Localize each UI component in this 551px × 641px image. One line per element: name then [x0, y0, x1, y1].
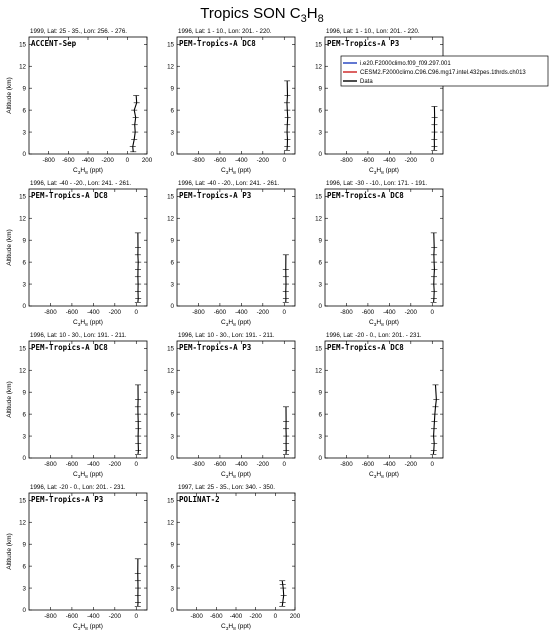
panel-10 — [6, 484, 147, 632]
y-tick-label: 3 — [22, 585, 26, 593]
campaign-label: PEM-Tropics-A DC8 — [327, 343, 404, 352]
campaign-label: POLINAT-2 — [179, 495, 220, 504]
x-axis-label: $C_3H_8$ (ppt) — [73, 167, 103, 176]
plot-frame — [29, 37, 147, 154]
x-tick-label: -600 — [213, 157, 227, 164]
campaign-label: PEM-Tropics-A P3 — [31, 495, 104, 504]
x-tick-label: 0 — [134, 309, 138, 316]
x-tick-label: -600 — [361, 157, 375, 164]
plot-frame — [29, 189, 147, 306]
y-tick-label: 12 — [167, 215, 174, 223]
y-tick-label: 12 — [167, 519, 174, 527]
y-tick-label: 0 — [318, 303, 322, 311]
y-tick-label: 3 — [170, 585, 174, 593]
y-tick-label: 3 — [22, 129, 26, 137]
x-tick-label: -200 — [256, 309, 270, 316]
x-axis-label: $C_3H_8$ (ppt) — [221, 471, 251, 480]
y-tick-label: 6 — [170, 107, 174, 115]
y-tick-label: 9 — [170, 237, 174, 245]
y-tick-label: 12 — [19, 367, 26, 375]
x-tick-label: -800 — [190, 613, 203, 620]
panel-7 — [6, 332, 147, 480]
x-tick-label: 0 — [430, 461, 434, 468]
series-line-data — [287, 81, 288, 150]
campaign-label: PEM-Tropics-A DC8 — [31, 191, 108, 200]
y-tick-label: 15 — [167, 345, 174, 353]
x-tick-label: -400 — [235, 461, 248, 468]
x-tick-label: -800 — [192, 157, 205, 164]
x-tick-label: -600 — [361, 461, 375, 468]
x-tick-label: -200 — [249, 613, 262, 620]
panel-header: 1996, Lat: -20 - 0., Lon: 201. - 231. — [30, 484, 126, 491]
y-tick-label: 12 — [315, 367, 322, 375]
campaign-label: PEM-Tropics-A DC8 — [179, 39, 256, 48]
y-tick-label: 0 — [170, 303, 174, 311]
x-tick-label: -200 — [108, 461, 122, 468]
panel-header: 1996, Lat: -40 - -20., Lon: 241. - 261. — [178, 180, 280, 187]
panel-header: 1996, Lat: 1 - 10., Lon: 201. - 220. — [326, 28, 420, 35]
y-tick-label: 12 — [19, 63, 26, 71]
y-tick-label: 12 — [19, 215, 26, 223]
x-tick-label: -800 — [44, 613, 57, 620]
y-axis-label: Altitude (km) — [6, 381, 13, 418]
y-tick-label: 15 — [315, 41, 322, 49]
legend-label: i.e20.F2000climo.f09_f09.297.001 — [360, 61, 451, 68]
series-line-data — [434, 233, 435, 302]
campaign-label: PEM-Tropics-A P3 — [327, 39, 400, 48]
y-tick-label: 3 — [170, 129, 174, 137]
y-tick-label: 0 — [318, 455, 322, 463]
y-tick-label: 12 — [315, 63, 322, 71]
y-tick-label: 6 — [22, 107, 26, 115]
x-tick-label: -400 — [87, 309, 100, 316]
y-tick-label: 9 — [170, 85, 174, 93]
x-tick-label: -200 — [108, 309, 122, 316]
panel-header: 1996, Lat: -40 - -20., Lon: 241. - 261. — [30, 180, 132, 187]
x-tick-label: -800 — [44, 461, 57, 468]
y-tick-label: 6 — [170, 259, 174, 267]
x-tick-label: -400 — [87, 613, 100, 620]
campaign-label: PEM-Tropics-A P3 — [179, 343, 252, 352]
y-axis-label: Altitude (km) — [6, 229, 13, 266]
y-tick-label: 9 — [318, 85, 322, 93]
x-tick-label: 0 — [282, 157, 286, 164]
panel-1 — [6, 28, 153, 176]
y-tick-label: 9 — [22, 389, 26, 397]
x-axis-label: $C_3H_8$ (ppt) — [221, 623, 251, 632]
y-tick-label: 12 — [167, 367, 174, 375]
series-line-data — [133, 96, 137, 152]
campaign-label: ACCENT-Sep — [31, 39, 77, 48]
y-tick-label: 15 — [19, 497, 26, 505]
x-axis-label: $C_3H_8$ (ppt) — [73, 319, 103, 328]
panel-header: 1996, Lat: -20 - 0., Lon: 201. - 231. — [326, 332, 422, 339]
panel-header: 1996, Lat: 1 - 10., Lon: 201. - 220. — [178, 28, 272, 35]
x-tick-label: 0 — [282, 309, 286, 316]
y-tick-label: 6 — [170, 411, 174, 419]
y-tick-label: 3 — [318, 433, 322, 441]
panel-6 — [315, 180, 443, 328]
legend-label: Data — [360, 79, 373, 86]
x-tick-label: 0 — [125, 157, 130, 164]
panel-3 — [315, 28, 443, 176]
plot-frame — [177, 493, 295, 610]
y-tick-label: 0 — [22, 151, 26, 159]
x-axis-label: $C_3H_8$ (ppt) — [221, 319, 251, 328]
panel-header: 1996, Lat: -30 - -10., Lon: 171. - 191. — [326, 180, 428, 187]
figure-title: Tropics SON $C_3H_8$ — [200, 5, 324, 25]
y-tick-label: 0 — [22, 455, 26, 463]
panel-5 — [167, 180, 295, 328]
x-axis-label: $C_3H_8$ (ppt) — [221, 167, 251, 176]
y-tick-label: 0 — [170, 607, 174, 615]
panel-8 — [167, 332, 295, 480]
x-axis-label: $C_3H_8$ (ppt) — [369, 167, 399, 176]
x-tick-label: -200 — [404, 309, 418, 316]
panel-4 — [6, 180, 147, 328]
y-tick-label: 9 — [170, 389, 174, 397]
x-tick-label: 0 — [273, 613, 278, 620]
y-tick-label: 3 — [170, 433, 174, 441]
legend — [341, 56, 548, 86]
y-tick-label: 0 — [22, 303, 26, 311]
series-line-data — [433, 385, 436, 454]
x-tick-label: -200 — [404, 157, 418, 164]
y-axis-label: Altitude (km) — [6, 77, 13, 114]
y-tick-label: 9 — [22, 85, 26, 93]
y-tick-label: 15 — [167, 497, 174, 505]
x-axis-label: $C_3H_8$ (ppt) — [73, 623, 103, 632]
y-axis-label: Altitude (km) — [6, 533, 13, 570]
x-tick-label: 0 — [282, 461, 286, 468]
x-tick-label: -200 — [108, 613, 122, 620]
y-tick-label: 0 — [170, 455, 174, 463]
y-tick-label: 15 — [315, 193, 322, 201]
x-axis-label: $C_3H_8$ (ppt) — [369, 319, 399, 328]
y-tick-label: 0 — [22, 607, 26, 615]
campaign-label: PEM-Tropics-A DC8 — [327, 191, 404, 200]
x-tick-label: -200 — [256, 157, 270, 164]
y-tick-label: 6 — [170, 563, 174, 571]
plot-frame — [177, 189, 295, 306]
y-tick-label: 6 — [318, 411, 322, 419]
x-tick-label: 0 — [134, 461, 138, 468]
y-tick-label: 15 — [19, 345, 26, 353]
y-tick-label: 0 — [170, 151, 174, 159]
x-axis-label: $C_3H_8$ (ppt) — [369, 471, 399, 480]
x-tick-label: 200 — [289, 613, 301, 620]
x-tick-label: -800 — [340, 309, 353, 316]
y-tick-label: 12 — [167, 63, 174, 71]
plot-frame — [177, 341, 295, 458]
x-tick-label: -400 — [383, 309, 396, 316]
x-tick-label: -600 — [213, 461, 227, 468]
x-tick-label: -600 — [65, 309, 79, 316]
x-tick-label: -400 — [383, 461, 396, 468]
x-tick-label: -600 — [62, 157, 75, 164]
y-tick-label: 15 — [167, 41, 174, 49]
campaign-label: PEM-Tropics-A P3 — [179, 191, 252, 200]
legend-label: CESM2.F2000climo.C96.C96.mg17.intel.432pes.1thrds.ch013 — [360, 70, 526, 77]
x-tick-label: -800 — [42, 157, 55, 164]
x-tick-label: 200 — [141, 157, 153, 164]
panel-2 — [167, 28, 295, 176]
x-tick-label: -200 — [404, 461, 418, 468]
plot-frame — [29, 341, 147, 458]
y-tick-label: 6 — [22, 411, 26, 419]
x-axis-label: $C_3H_8$ (ppt) — [73, 471, 103, 480]
x-tick-label: -800 — [44, 309, 57, 316]
x-tick-label: -400 — [81, 157, 95, 164]
panel-header: 1999, Lat: 25 - 35., Lon: 256. - 276. — [30, 28, 128, 35]
y-tick-label: 12 — [315, 215, 322, 223]
x-tick-label: -400 — [235, 157, 248, 164]
y-tick-label: 9 — [318, 237, 322, 245]
x-tick-label: -600 — [65, 461, 79, 468]
x-tick-label: -200 — [101, 157, 114, 164]
x-tick-label: -600 — [65, 613, 79, 620]
y-tick-label: 15 — [19, 193, 26, 201]
y-tick-label: 15 — [315, 345, 322, 353]
plot-frame — [325, 341, 443, 458]
y-tick-label: 15 — [167, 193, 174, 201]
x-tick-label: -600 — [213, 309, 227, 316]
x-tick-label: -400 — [235, 309, 248, 316]
y-tick-label: 9 — [22, 541, 26, 549]
y-tick-label: 0 — [318, 151, 322, 159]
x-tick-label: -400 — [87, 461, 100, 468]
x-tick-label: -600 — [361, 309, 375, 316]
plot-frame — [29, 493, 147, 610]
y-tick-label: 9 — [22, 237, 26, 245]
y-tick-label: 3 — [22, 281, 26, 289]
plot-frame — [325, 37, 443, 154]
y-tick-label: 12 — [19, 519, 26, 527]
x-tick-label: 0 — [430, 157, 434, 164]
series-line-data — [138, 385, 139, 454]
panel-11 — [167, 484, 301, 632]
x-tick-label: 0 — [134, 613, 138, 620]
y-tick-label: 9 — [170, 541, 174, 549]
y-tick-label: 15 — [19, 41, 26, 49]
y-tick-label: 3 — [318, 129, 322, 137]
panel-header: 1997, Lat: 25 - 35., Lon: 340. - 350. — [178, 484, 276, 491]
plot-frame — [177, 37, 295, 154]
panels-group — [6, 28, 443, 632]
y-tick-label: 3 — [22, 433, 26, 441]
y-tick-label: 9 — [318, 389, 322, 397]
x-tick-label: 0 — [430, 309, 434, 316]
panel-header: 1996, Lat: 10 - 30., Lon: 191. - 211. — [30, 332, 127, 339]
y-tick-label: 6 — [22, 259, 26, 267]
x-tick-label: -200 — [256, 461, 270, 468]
y-tick-label: 6 — [318, 107, 322, 115]
y-tick-label: 6 — [22, 563, 26, 571]
panel-header: 1996, Lat: 10 - 30., Lon: 191. - 211. — [178, 332, 275, 339]
y-tick-label: 6 — [318, 259, 322, 267]
x-tick-label: -800 — [192, 309, 205, 316]
y-tick-label: 3 — [318, 281, 322, 289]
y-tick-label: 3 — [170, 281, 174, 289]
x-tick-label: -800 — [340, 157, 353, 164]
campaign-label: PEM-Tropics-A DC8 — [31, 343, 108, 352]
panel-9 — [315, 332, 443, 480]
x-tick-label: -800 — [340, 461, 353, 468]
plot-frame — [325, 189, 443, 306]
x-tick-label: -400 — [229, 613, 243, 620]
x-tick-label: -400 — [383, 157, 396, 164]
x-tick-label: -800 — [192, 461, 205, 468]
x-tick-label: -600 — [210, 613, 223, 620]
